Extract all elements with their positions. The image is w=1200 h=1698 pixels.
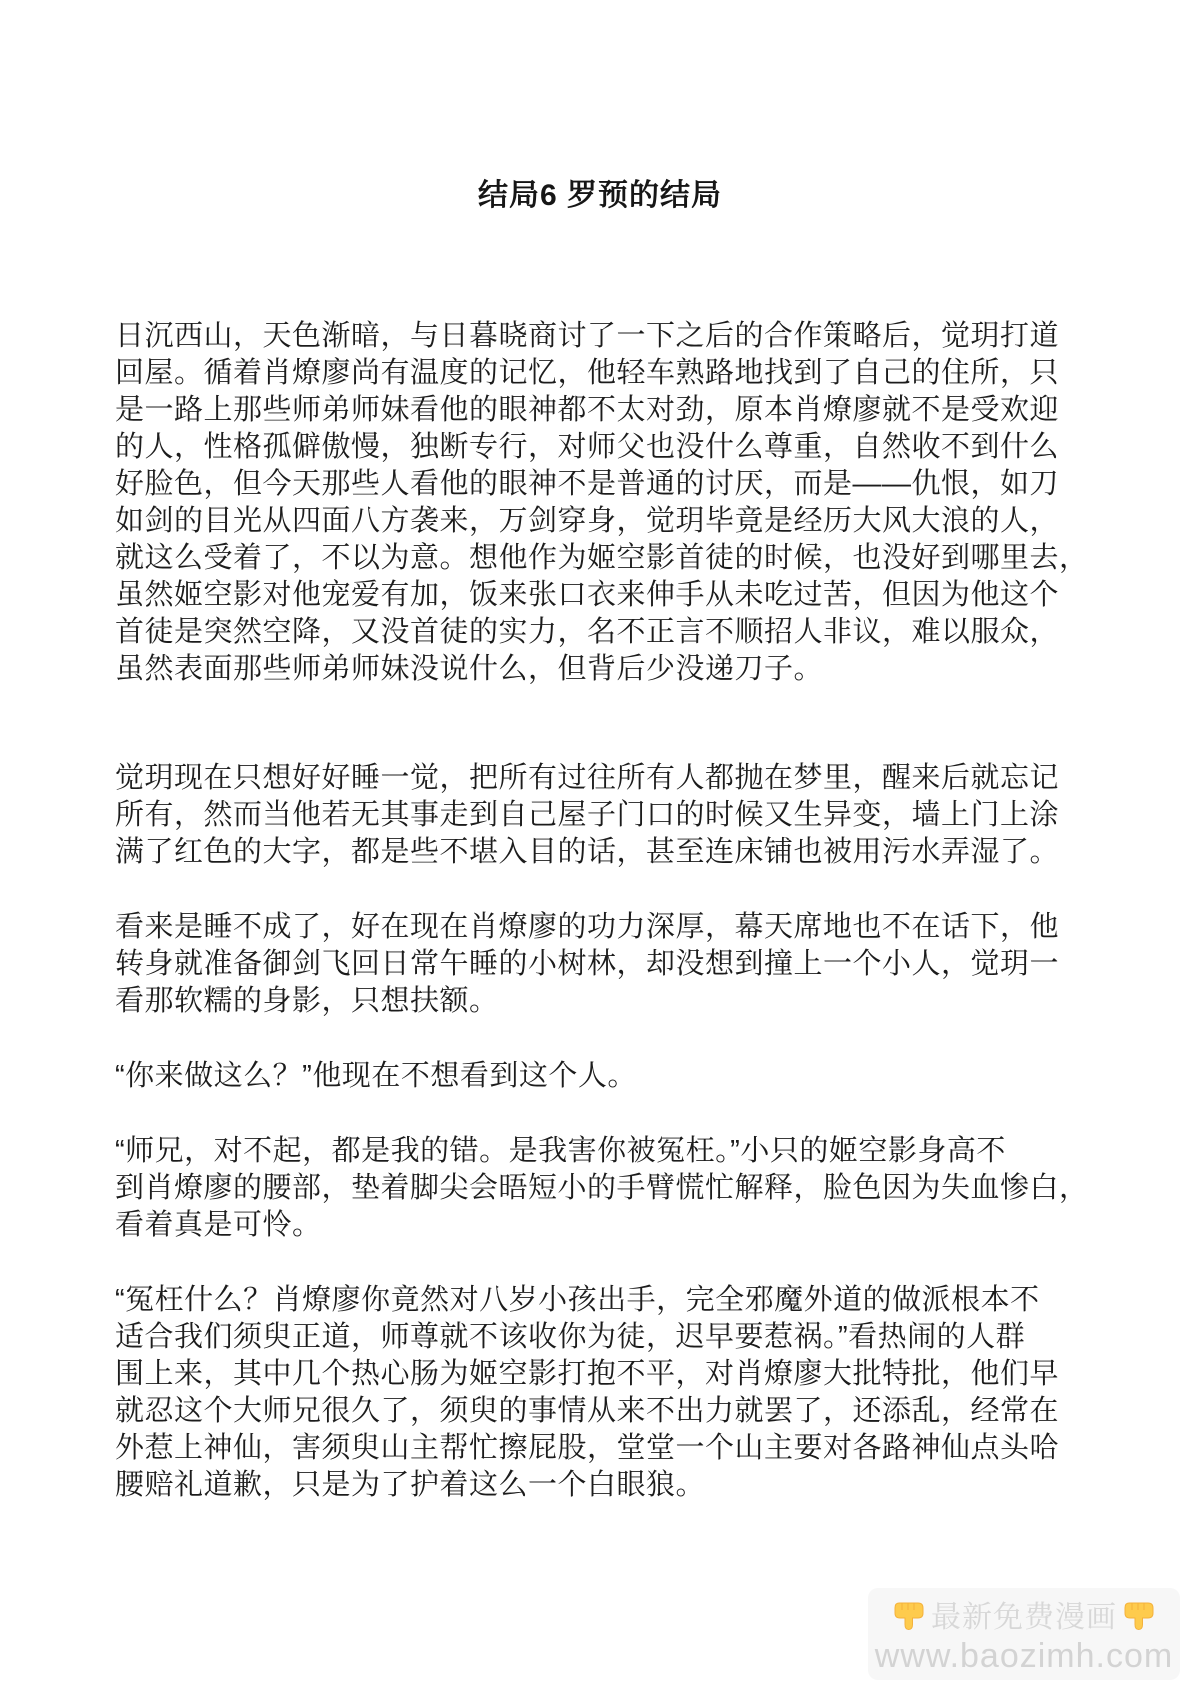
paragraph [115,1058,1095,1095]
text-line: 觉玥现在只想好好睡一觉，把所有过往所有人都抛在梦里，醒来后就忘记 [115,762,1060,794]
text-line: 首徒是突然空降，又没首徒的实力，名不正言不顺招人非议，难以服众， [115,616,1060,648]
text-line: “师兄，对不起，都是我的错。是我害你被冤枉。”小只的姬空影身高不 [115,1135,1006,1167]
text-line: 就忍这个大师兄很久了，须臾的事情从来不出力就罢了，还添乱，经常在 [115,1395,1060,1427]
text-line: 适合我们须臾正道，师尊就不该收你为徒，迟早要惹祸。”看热闹的人群 [115,1321,1026,1353]
text-line: 到肖燎廖的腰部，垫着脚尖会晤短小的手臂慌忙解释，脸色因为失血惨白， [115,1172,1089,1204]
pointing-down-icon [1121,1596,1157,1632]
paragraph [115,318,1095,688]
text-line: 虽然姬空影对他宠爱有加，饭来张口衣来伸手从未吃过苦，但因为他这个 [115,579,1060,611]
paragraph [115,909,1095,1020]
text-line: 如剑的目光从四面八方袭来，万剑穿身，觉玥毕竟是经历大风大浪的人， [115,505,1060,537]
text-line: “冤枉什么？肖燎廖你竟然对八岁小孩出手，完全邪魔外道的做派根本不 [115,1284,1040,1316]
watermark-url[interactable]: www.baozimh.com [874,1637,1174,1675]
watermark-row [868,1594,1180,1634]
text-line: 虽然表面那些师弟师妹没说什么，但背后少没递刀子。 [115,653,824,685]
text-line: 的人，性格孤僻傲慢，独断专行，对师父也没什么尊重，自然收不到什么 [115,431,1060,463]
text-line: 日沉西山，天色渐暗，与日暮晓商讨了一下之后的合作策略后，觉玥打道 [115,320,1060,352]
paragraph [115,760,1095,871]
text-line: 看着真是可怜。 [115,1209,322,1241]
text-line: 腰赔礼道歉，只是为了护着这么一个白眼狼。 [115,1469,706,1501]
text-line: 看那软糯的身影，只想扶额。 [115,985,499,1017]
text-line: 围上来，其中几个热心肠为姬空影打抱不平，对肖燎廖大批特批，他们早 [115,1358,1060,1390]
text-line: 看来是睡不成了，好在现在肖燎廖的功力深厚，幕天席地也不在话下，他 [115,911,1060,943]
text-line: “你来做这么？”他现在不想看到这个人。 [115,1060,637,1092]
text-line: 是一路上那些师弟师妹看他的眼神都不太对劲，原本肖燎廖就不是受欢迎 [115,394,1060,426]
watermark-label: 最新免费漫画 [931,1601,1117,1634]
chapter-title: 结局6 罗预的结局 [477,179,723,212]
text-line: 回屋。循着肖燎廖尚有温度的记忆，他轻车熟路地找到了自己的住所，只 [115,357,1060,389]
text-line: 转身就准备御剑飞回日常午睡的小树林，却没想到撞上一个小人，觉玥一 [115,948,1060,980]
paragraph [115,1282,1095,1504]
pointing-down-icon [891,1596,927,1632]
text-line: 所有，然而当他若无其事走到自己屋子门口的时候又生异变，墙上门上涂 [115,799,1060,831]
text-line: 好脸色，但今天那些人看他的眼神不是普通的讨厌，而是——仇恨，如刀 [115,468,1060,500]
paragraphs-container [115,318,1095,1542]
watermark-badge[interactable] [868,1588,1180,1680]
text-line: 就这么受着了，不以为意。想他作为姬空影首徒的时候，也没好到哪里去， [115,542,1089,574]
text-line: 满了红色的大字，都是些不堪入目的话，甚至连床铺也被用污水弄湿了。 [115,836,1060,868]
text-line: 外惹上神仙，害须臾山主帮忙擦屁股，堂堂一个山主要对各路神仙点头哈 [115,1432,1060,1464]
paragraph [115,1133,1095,1244]
